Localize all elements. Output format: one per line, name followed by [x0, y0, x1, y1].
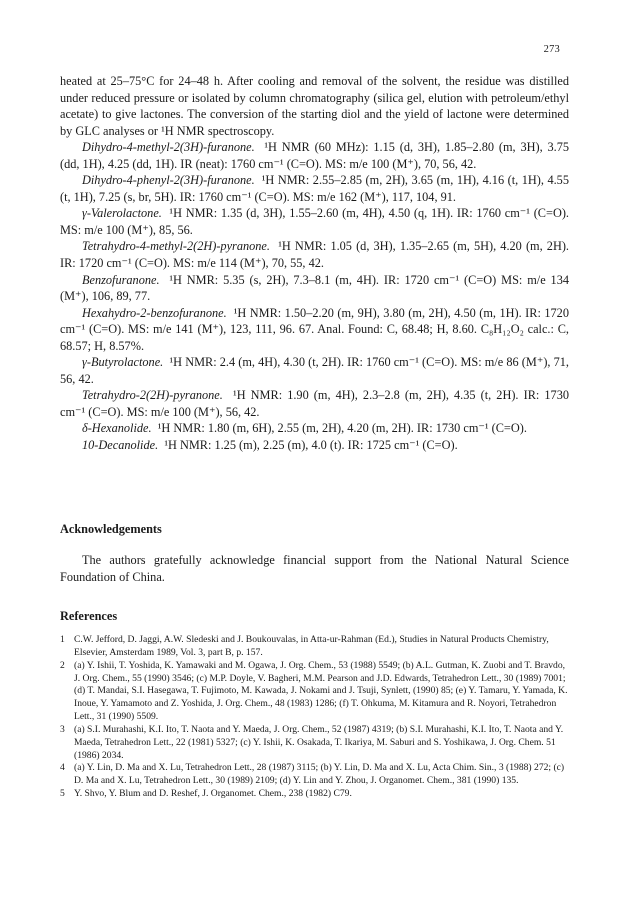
compound-entry — [60, 305, 569, 355]
compound-data: ¹H NMR (60 MHz): 1.15 (d, 3H), 1.85–2.80 (m, 3H), 3.75 (dd, 1H), 4.25 (dd, 1H). IR (neat): 1760 cm⁻¹ (C=O). MS: m/e 100 (M⁺), 70, 56, 42. — [60, 140, 569, 171]
reference-number: 3 — [60, 723, 65, 735]
reference-number: 5 — [60, 788, 65, 800]
compound-data: ¹H NMR: 1.90 (m, 4H), 2.3–2.8 (m, 2H), 4.35 (t, 2H). IR: 1730 cm⁻¹ (C=O). MS: m/e 100 (M⁺), 56, 42. — [60, 388, 569, 419]
page-number: 273 — [543, 44, 560, 55]
compound-entry — [60, 272, 569, 305]
compound-name: γ-Butyrolactone. — [82, 355, 164, 370]
reference-number: 4 — [60, 762, 65, 774]
compound-entry — [60, 437, 569, 454]
compound-name: γ-Valerolactone. — [82, 206, 162, 221]
acknowledgements-text: The authors gratefully acknowledge financial support from the National Natural Science Foundation of China. — [60, 553, 569, 584]
compound-entry — [60, 139, 569, 172]
compound-name: 10-Decanolide. — [82, 438, 159, 453]
compound-entry — [60, 420, 569, 437]
compound-entry — [60, 205, 569, 238]
compound-name: Benzofuranone. — [82, 272, 160, 287]
reference-list — [60, 634, 569, 801]
reference-number: 1 — [60, 634, 65, 645]
reference-text: (a) S.I. Murahashi, K.I. Ito, T. Naota and Y. Maeda, J. Org. Chem., 52 (1987) 4319; (b) S.I. Murahashi, K.I. Ito, T. Naota and Y. Maeda, Tetrahedron Lett., 22 (1981) 5327; (c) Y. Ishii, K. Osakada, T. Ikariya, M. Saburi and S. Yoshikawa, J. Org. Chem. 51 (1986) 2034. — [74, 723, 564, 761]
compound-name: Tetrahydro-2(2H)-pyranone. — [82, 388, 223, 403]
reference-text: Y. Shvo, Y. Blum and D. Reshef, J. Organomet. Chem., 238 (1982) C79. — [74, 788, 352, 800]
references-heading: References — [60, 609, 118, 623]
reference-item — [60, 788, 569, 801]
reference-item — [60, 762, 569, 788]
reference-item — [60, 634, 569, 660]
reference-item — [60, 660, 569, 724]
compound-name: Dihydro-4-phenyl-2(3H)-furanone. — [82, 173, 255, 188]
compound-data: ¹H NMR: 1.50–2.20 (m, 9H), 3.80 (m, 2H), 4.50 (m, 1H). IR: 1720 cm⁻¹ (C=O). MS: m/e 141 (M⁺), 123, 111, 96. 67. Anal. Found: C, 68.48; H, 8.60. C₈H₁₂O₂ calc.: C, 68.57; H, 8.57%. — [60, 305, 569, 353]
compound-entry — [60, 172, 569, 205]
acknowledgements-heading: Acknowledgements — [60, 522, 162, 536]
compound-entry — [60, 387, 569, 420]
compound-data: ¹H NMR: 1.35 (d, 3H), 1.55–2.60 (m, 4H), 4.50 (q, 1H). IR: 1760 cm⁻¹ (C=O). MS: m/e 100 (M⁺), 85, 56. — [60, 206, 569, 237]
reference-text: C.W. Jefford, D. Jaggi, A.W. Sledeski and J. Boukouvalas, in Atta-ur-Rahman (Ed.), Studies in Natural Products Chemistry, Elsevier, Amsterdam 1989, Vol. 3, part B, p. 157. — [74, 634, 549, 658]
reference-number: 2 — [60, 659, 65, 671]
compound-data: ¹H NMR: 1.05 (d, 3H), 1.35–2.65 (m, 5H), 4.20 (m, 2H). IR: 1720 cm⁻¹ (C=O). MS: m/e 114 (M⁺), 70, 55, 42. — [60, 239, 569, 271]
compound-name: Hexahydro-2-benzofuranone. — [82, 305, 227, 320]
reference-text: (a) Y. Lin, D. Ma and X. Lu, Tetrahedron Lett., 28 (1987) 3115; (b) Y. Lin, D. Ma and X. Lu, Acta Chim. Sin., 3 (1988) 272; (c) D. Ma and X. Lu, Tetrahedron Lett., 30 (1989) 2109; (d) Y. Lin and Y. Zhou, J. Organomet. Chem., 381 (1990) 135. — [74, 762, 565, 787]
compound-data: ¹H NMR: 2.4 (m, 4H), 4.30 (t, 2H). IR: 1760 cm⁻¹ (C=O). MS: m/e 86 (M⁺), 71, 56, 42. — [60, 355, 569, 386]
compound-name: δ-Hexanolide. — [82, 421, 152, 436]
continuation-paragraph: heated at 25–75°C for 24–48 h. After cooling and removal of the solvent, the residue was distilled under reduced pressure or isolated by column chromatography (silica gel, elution with petroleum/ethyl acetate) to give lactones. The conversion of the starting diol and the yield of lactone were determined by GLC analyses or ¹H NMR spectroscopy. — [60, 74, 569, 138]
reference-item — [60, 724, 569, 763]
experimental-text — [60, 73, 569, 454]
compound-data: ¹H NMR: 5.35 (s, 2H), 7.3–8.1 (m, 4H). IR: 1720 cm⁻¹ (C=O) MS: m/e 134 (M⁺), 106, 89, 77. — [60, 272, 569, 304]
compound-name: Tetrahydro-4-methyl-2(2H)-pyranone. — [82, 239, 270, 254]
compound-data: ¹H NMR: 1.25 (m), 2.25 (m), 4.0 (t). IR: 1725 cm⁻¹ (C=O). — [164, 438, 458, 453]
compound-data: ¹H NMR: 2.55–2.85 (m, 2H), 3.65 (m, 1H), 4.16 (t, 1H), 4.55 (t, 1H), 7.25 (s, br, 5H). IR: 1760 cm⁻¹ (C=O). MS: m/e 162 (M⁺), 117, 104, 91. — [60, 173, 569, 204]
compound-name: Dihydro-4-methyl-2(3H)-furanone. — [82, 140, 255, 155]
compound-entry — [60, 238, 569, 271]
compound-entry — [60, 354, 569, 387]
compound-data: ¹H NMR: 1.80 (m, 6H), 2.55 (m, 2H), 4.20 (m, 2H). IR: 1730 cm⁻¹ (C=O). — [157, 421, 527, 436]
reference-text: (a) Y. Ishii, T. Yoshida, K. Yamawaki and M. Ogawa, J. Org. Chem., 53 (1988) 5549; (b) A.L. Gutman, K. Zuobi and T. Bravdo, J. Org. Chem., 55 (1990) 3546; (c) M.P. Doyle, V. Bagheri, M.M. Pearson and J.D. Edwards, Tetrahedron Lett., 30 (1989) 7001; (d) T. Mandai, S.I. Hasegawa, T. Fujimoto, M. Kawada, J. Nokami and J. Tsuji, Synlett, (1990) 85; (e) Y. Tamaru, Y. Yamada, K. Inoue, Y. Yamamoto and Z. Yoshida, J. Org. Chem., 48 (1983) 1286; (f) T. Ohkuma, M. Kitamura and R. Noyori, Tetrahedron Lett., 31 (1990) 5509. — [74, 659, 568, 723]
